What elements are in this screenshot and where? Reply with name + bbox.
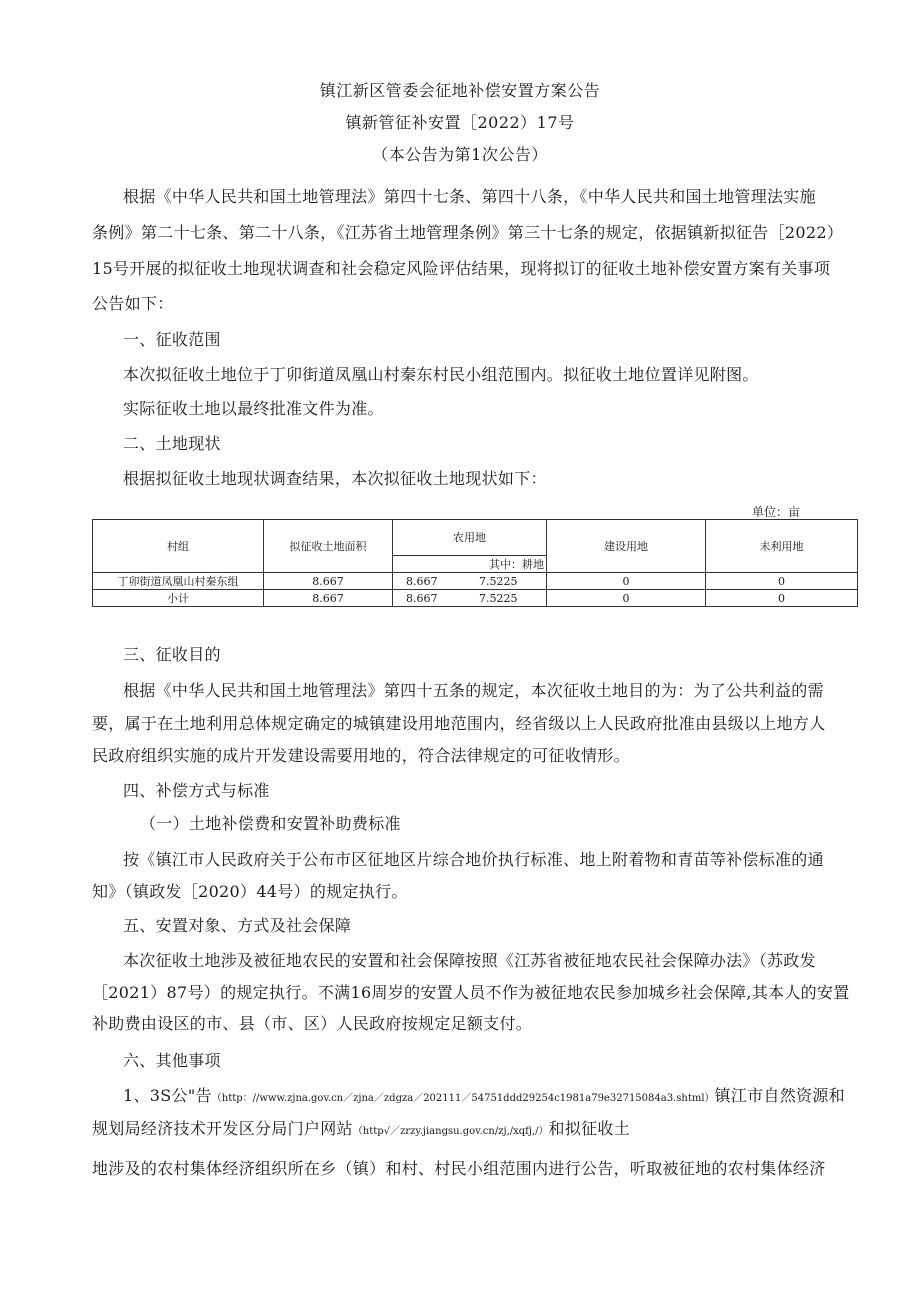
table-row (93, 590, 858, 607)
section-1-paragraph-1: 本次拟征收土地位于丁卯街道凤凰山村秦东村民小组范围内。拟征收土地位置详见附图。 (123, 365, 759, 384)
section-3-heading: 三、征收目的 (123, 645, 221, 664)
section-2-heading: 二、土地现状 (123, 434, 221, 453)
section-2-paragraph-1: 根据拟征收土地现状调查结果，本次拟征收土地现状如下： (123, 469, 547, 488)
intro-line-3: 15号开展的拟征收土地现状调查和社会稳定风险评估结果，现将拟订的征收土地补偿安置方案有关事项 (92, 259, 831, 278)
section-3-line-3: 民政府组织实施的成片开发建设需要用地的，符合法律规定的可征收情形。 (92, 746, 630, 765)
header-agri: 农用地 (393, 520, 547, 556)
document-number: 镇新管征补安置［2022）17号 (345, 113, 575, 132)
cell-unused: 0 (706, 590, 858, 607)
section-6-item-1-line-1 (123, 1083, 845, 1106)
section-6-item-1-line-3: 地涉及的农村集体经济组织所在乡（镇）和村、村民小组范围内进行公告，听取被征地的农村集体经济 (92, 1159, 826, 1178)
section-1-paragraph-2: 实际征收土地以最终批准文件为准。 (123, 399, 384, 418)
section-4-line-2: 知》（镇政发［2020）44号）的规定执行。 (92, 882, 408, 901)
item-1-prefix: 1、3S公"告 (123, 1086, 212, 1105)
cell-area: 8.667 (264, 590, 393, 607)
cell-arable: 7.5225 (451, 590, 547, 607)
section-4-sub-heading: （一）土地补偿费和安置补助费标准 (140, 814, 401, 833)
notice-count: （本公告为第1次公告） (372, 145, 548, 164)
section-5-line-1: 本次征收土地涉及被征地农民的安置和社会保障按照《江苏省被征地农民社会保障办法》（苏政发 (123, 951, 816, 970)
notice-title: 镇江新区管委会征地补偿安置方案公告 (319, 81, 601, 100)
header-arable: 其中：耕地 (393, 555, 547, 572)
section-5-heading: 五、安置对象、方式及社会保障 (123, 916, 352, 935)
section-5-line-3: 补助费由设区的市、县（市、区）人民政府按规定足额支付。 (92, 1014, 533, 1033)
section-1-heading: 一、征收范围 (123, 330, 221, 349)
section-6-item-1-line-2 (92, 1116, 630, 1139)
section-6-heading: 六、其他事项 (123, 1051, 221, 1070)
intro-line-4: 公告如下： (92, 294, 174, 313)
cell-area: 8.667 (264, 573, 393, 590)
cell-group: 丁卯街道凤凰山村秦东组 (93, 573, 264, 590)
table-header-row (93, 520, 858, 556)
cell-unused: 0 (706, 573, 858, 590)
header-unused: 未利用地 (706, 520, 858, 573)
header-construction: 建设用地 (547, 520, 706, 573)
intro-line-1: 根据《中华人民共和国土地管理法》第四十七条、第四十八条，《中华人民共和国土地管理法实施 (123, 187, 816, 206)
cell-construction: 0 (547, 573, 706, 590)
header-group: 村组 (93, 520, 264, 573)
item-1-line-2-tail: 和拟征收土 (548, 1119, 631, 1138)
table-unit-label: 单位：亩 (752, 505, 801, 519)
item-1-mid-text: 镇江市自然资源和 (714, 1086, 845, 1105)
section-3-line-1: 根据《中华人民共和国土地管理法》第四十五条的规定，本次征收土地目的为：为了公共利益的需 (123, 681, 824, 700)
section-3-line-2: 要，属于在土地利用总体规定确定的城镇建设用地范围内，经省级以上人民政府批准由县级以上地方人 (92, 714, 826, 733)
section-5-line-2: ［2021）87号）的规定执行。不满16周岁的安置人员不作为被征地农民参加城乡社会保障,其本人的安置 (92, 983, 850, 1002)
header-area: 拟征收土地面积 (264, 520, 393, 573)
intro-line-2: 条例》第二十七条、第二十八条，《江苏省土地管理条例》第三十七条的规定，依据镇新拟征告［2022） (92, 223, 844, 242)
cell-arable: 7.5225 (451, 573, 547, 590)
item-1-line-2-text: 规划局经济技术开发区分局门户网站 (92, 1119, 353, 1138)
section-4-line-1: 按《镇江市人民政府关于公布市区征地区片综合地价执行标准、地上附着物和青苗等补偿标准的通 (123, 850, 824, 869)
cell-construction: 0 (547, 590, 706, 607)
section-4-heading: 四、补偿方式与标准 (123, 781, 270, 800)
cell-agri: 8.667 (393, 590, 451, 607)
cell-group: 小计 (93, 590, 264, 607)
portal-url-link[interactable]: （http√／zrzy.jiangsu.gov.cn/zj,/xqfj,/） (352, 1126, 549, 1137)
publication-url-link[interactable]: （http：//www.zjna.gov.cn／zjna／zdgza／202111／54751ddd29254c1981a79e32715084a3.shtml） (211, 1093, 715, 1104)
land-status-table (92, 519, 858, 607)
cell-agri: 8.667 (393, 573, 451, 590)
table-row (93, 573, 858, 590)
